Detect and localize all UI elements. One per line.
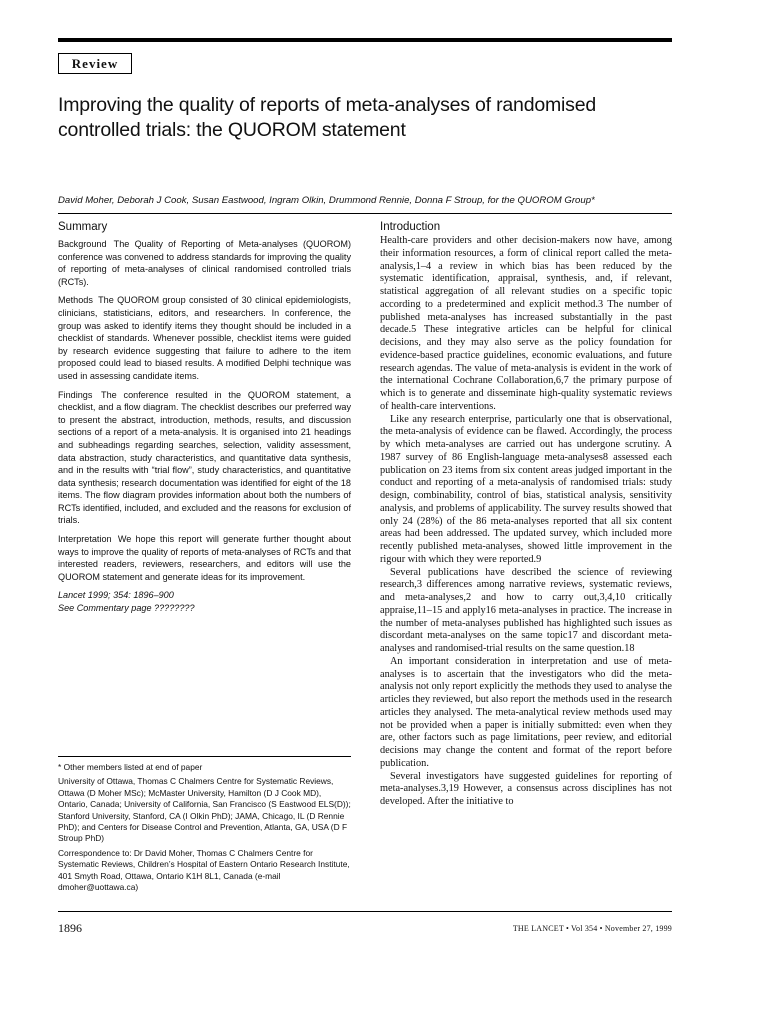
intro-paragraph: Like any research enterprise, particularly one that is observational, the meta-analysis of evidence can be flawed. Accordingly, the process by which meta-analyses are carried out has undergone scrutiny. A 1987 survey of 86 English-language meta-analyses8 assessed each publication on 23 items from six content areas judged important in the conduct and reporting of a meta-analysis of randomised trials: study design, combinability, control of bias, statistical analysis, sensitivity analysis, and problems of applicability. The survey results showed that only 24 (28%) of the 86 meta-analyses reported that all six content areas had been addressed. The updated survey, which included more recently published meta-analyses, showed little improvement in the rigour with which they were reported.9 [380, 413, 672, 565]
top-rule [58, 38, 672, 42]
members-note: * Other members listed at end of paper [58, 762, 203, 772]
author-rule [58, 213, 672, 214]
journal-footer: THE LANCET • Vol 354 • November 27, 1999 [512, 924, 672, 933]
findings-label: Findings [58, 389, 93, 400]
findings-text: The conference resulted in the QUOROM statement, a checklist, and a flow diagram. The checklist describes our preferred way to present the abstract, introduction, methods, results, and discussion sections of a report of a meta-analysis. It is organised into 21 headings and subheadings regarding searches, selection, validity assessment, data abstraction, study characteristics, and quantitative data synthesis, and in the results with “trial flow”, study characteristics, and quantitative data synthesis; research documentation was identified for eight of the 18 items. The flow diagram provides information about both the numbers of RCTs identified, included, and excluded and the reasons for exclusion of trials. [58, 389, 351, 526]
summary-column [58, 221, 351, 615]
affiliations-note: University of Ottawa, Thomas C Chalmers Centre for Systematic Reviews, Ottawa (D Moher MSc); McMaster University, Hamilton (D J Cook MD), Ontario, Canada; University of California, San Francisco (S Eastwood ELS(D)); Stanford University, Stanford, CA (I Olkin PhD); JAMA, Chicago, IL (D Rennie PhD); and Centers for Disease Control and Prevention, Atlanta, GA, USA (D F Stroup PhD) [58, 776, 351, 844]
author-list: David Moher, Deborah J Cook, Susan Eastwood, Ingram Olkin, Drummond Rennie, Donna F Stroup, for the QUOROM Group* [58, 195, 595, 206]
methods-label: Methods [58, 295, 93, 306]
citation: Lancet 1999; 354: 1896–900 [58, 590, 174, 601]
footnote-rule [58, 756, 351, 757]
section-label: Review [58, 53, 132, 74]
footer-rule [58, 911, 672, 912]
page-number: 1896 [58, 921, 82, 935]
intro-paragraph: An important consideration in interpretation and use of meta-analyses is to ascertain that the investigators who did the meta-analysis not only report explicitly the methods they used to analyse the articles they reviewed, but also report the methods used in the research articles they analysed. The meta-analytical review methods used may not be provided when a paper is initially submitted: even when they are, other factors such as page limitations, peer review, and editorial decisions may change the content and format of the report before publication. [380, 655, 672, 769]
intro-paragraph: Several investigators have suggested guidelines for reporting of meta-analyses.3,19 However, a consensus across disciplines has not developed. After the initiative to [380, 770, 672, 807]
background-text: The Quality of Reporting of Meta-analyses (QUOROM) conference was convened to address standards for improving the quality of reporting of meta-analyses of clinical randomised controlled trials (RCTs). [58, 239, 351, 287]
summary-background [58, 238, 351, 288]
article-title: Improving the quality of reports of meta-analyses of randomised controlled trials: the QUOROM statement [58, 94, 597, 141]
summary-interpretation [58, 533, 351, 583]
interpretation-text: We hope this report will generate further thought about ways to improve the quality of reports of meta-analyses of RCTs and that interested readers, reviewers, researchers, and editors will use the QUOROM statement and generate ideas for its improvement. [58, 534, 352, 582]
summary-heading: Summary [58, 221, 108, 233]
correspondence-note: Correspondence to: Dr David Moher, Thomas C Chalmers Centre for Systematic Reviews, Children’s Hospital of Eastern Ontario Research Institute, 401 Smyth Road, Ottawa, Ontario K1H 8L1, Canada (e-mail dmoher@uottawa.ca) [58, 847, 350, 893]
commentary-link[interactable]: See Commentary page ???????? [58, 603, 195, 614]
intro-paragraph: Several publications have described the science of reviewing research,3 differences among narrative reviews, systematic reviews, and meta-analyses,2 and how to carry out,3,4,10 critically appraise,11–15 and apply16 meta-analyses in practice. The increase in the number of meta-analyses published has highlighted such issues as discordant meta-analyses on the same topic17 and discordant meta-analyses and randomised-trial results on the same question.18 [380, 566, 672, 654]
introduction-heading: Introduction [380, 221, 441, 233]
background-label: Background [58, 239, 107, 249]
summary-findings [58, 389, 351, 528]
footnotes [58, 762, 351, 896]
interpretation-label: Interpretation [58, 534, 112, 545]
summary-methods [58, 294, 351, 382]
introduction-column [380, 221, 672, 809]
methods-text: The QUOROM group consisted of 30 clinical epidemiologists, clinicians, statisticians, editors, and researchers. In conference, the group was asked to identify items they thought should be included in a checklist of standards. Whenever possible, checklist items were guided by research evidence suggesting that failure to adhere to the item proposed could lead to biased results. A modified Delphi technique was used in assessing candidate items. [58, 295, 351, 381]
intro-paragraph: Health-care providers and other decision-makers now have, among their information resources, a form of clinical report called the meta-analysis,1–4 a review in which bias has been reduced by the systematic identification, appraisal, synthesis, and, if relevant, statistical aggregation of all relevant studies on a specific topic according to a predetermined and explicit method.3 The number of published meta-analyses has increased substantially in the past decade.5 These integrative articles can be helpful for clinical decisions, and they may also serve as the policy foundation for evidence-based practice guidelines, economic evaluations, and future research agendas. The value of meta-analysis is evident in the work of the international Cochrane Collaboration,6,7 the primary purpose of which is to generate and disseminate high-quality systematic reviews of health-care interventions. [380, 235, 672, 412]
